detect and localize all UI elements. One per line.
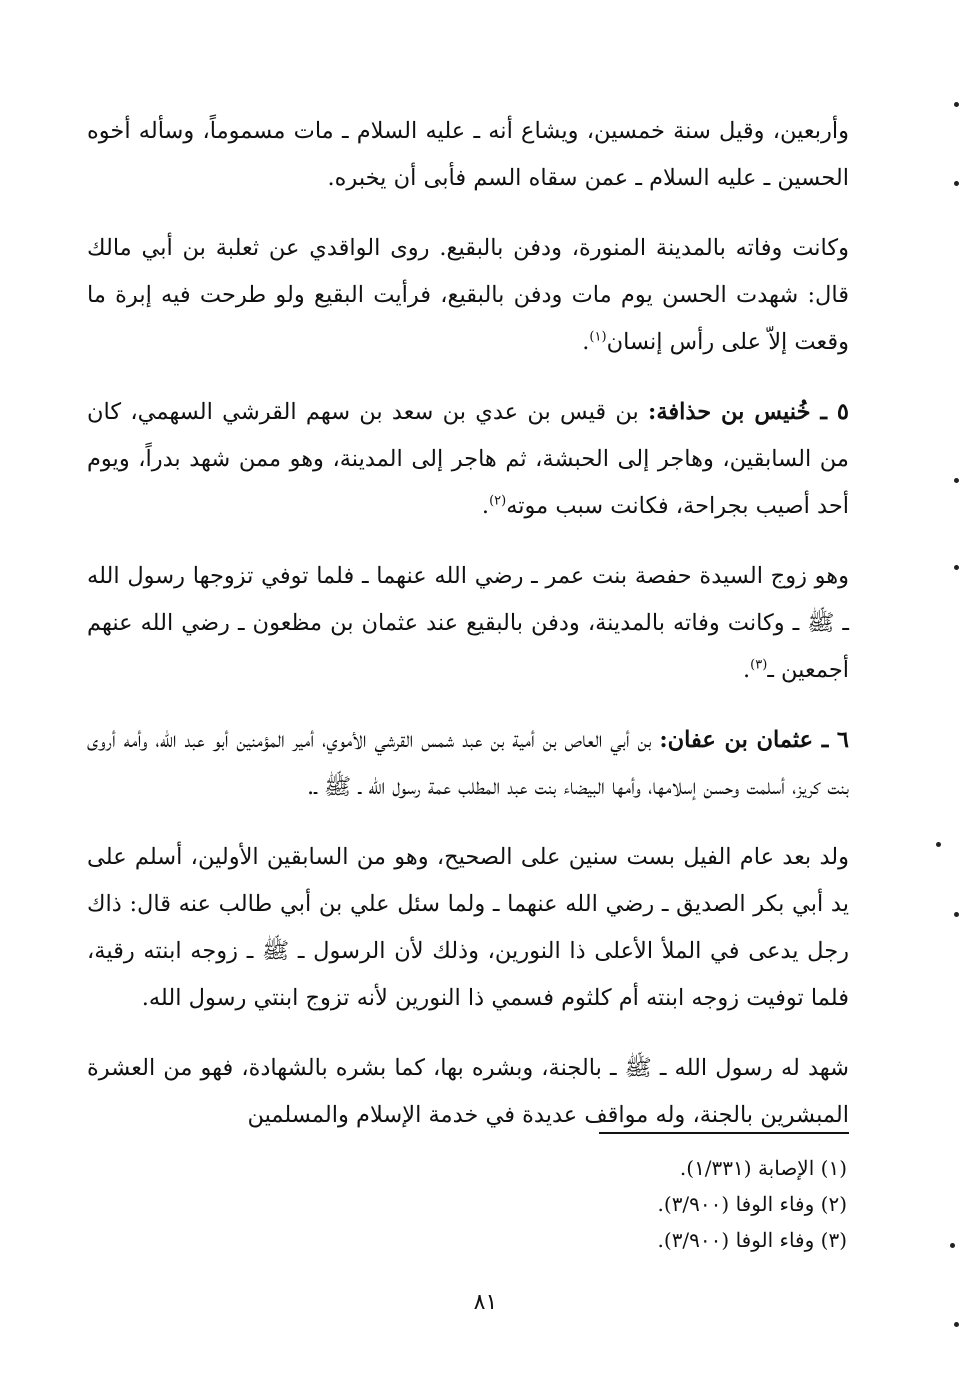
footnote-divider xyxy=(599,1132,849,1134)
margin-speck xyxy=(954,102,959,107)
paragraph-6-text: ولد بعد عام الفيل بست سنين على الصحيح، وهو من السابقين الأولين، أسلم على يد أبي بكر الصديق ـ رضي الله عنهما ـ ولما سئل علي بن أبي طالب عنه قال: ذاك رجل يدعى في الملأ الأعلى ذا النورين، وذلك لأن الرسول ـ ﷺ ـ زوجه ابنته رقية، فلما توفيت زوجه ابنته أم كلثوم فسمي ذا النورين لأنه تزوج ابنتي رسول الله. xyxy=(87,844,849,1011)
footnote-ref-2: (٢) xyxy=(489,493,507,509)
paragraph-3-text: بن قيس بن عدي بن سعد بن سهم القرشي السهمي، كان من السابقين، وهاجر إلى الحبشة، ثم هاجر إلى المدينة، وهو ممن شهد بدراً، ويوم أحد أصيب بجراحة، فكانت سبب موته xyxy=(87,399,849,519)
margin-speck xyxy=(936,842,941,847)
paragraph-6 xyxy=(87,834,849,1022)
margin-speck xyxy=(954,565,959,570)
paragraph-2-text: وكانت وفاته بالمدينة المنورة، ودفن بالبقيع. روى الواقدي عن ثعلبة بن أبي مالك قال: شهدت الحسن يوم مات ودفن بالبقيع، فرأيت البقيع ولو طرحت فيه إبرة ما وقعت إلاّ على رأس إنسان xyxy=(87,235,849,355)
footnotes xyxy=(447,1150,847,1258)
paragraph-3 xyxy=(87,389,849,530)
section-heading-5: ٥ ـ خُنيس بن حذافة: xyxy=(648,399,849,425)
margin-speck xyxy=(954,181,959,186)
paragraph-1 xyxy=(87,108,849,202)
margin-speck xyxy=(954,1322,959,1327)
paragraph-1-text: وأربعين، وقيل سنة خمسين، ويشاع أنه ـ عليه السلام ـ مات مسموماً، وسأله أخوه الحسين ـ عليه السلام ـ عمن سقاه السم فأبى أن يخبره. xyxy=(87,118,849,191)
footnote-3: (٣) وفاء الوفا (٣/٩٠٠). xyxy=(657,1228,847,1252)
paragraph-2-tail: . xyxy=(582,329,590,355)
paragraph-5-text: بن أبي العاص بن أمية بن عبد شمس القرشي الأموي، أمير المؤمنين أبو عبد الله، وأمه أروى بنت كريز، أسلمت وحسن إسلامها، وأمها البيضاء بنت عبد المطلب عمة رسول الله ـ ﷺ ـ. xyxy=(87,727,849,800)
paragraph-7-text: شهد له رسول الله ـ ﷺ ـ بالجنة، وبشره بها، كما بشره بالشهادة، فهو من العشرة المبشرين بالجنة، وله مواقف عديدة في خدمة الإسلام والمسلمين xyxy=(87,1055,849,1128)
page-body xyxy=(87,108,849,1162)
footnote-1: (١) الإصابة (١/٣٣١). xyxy=(679,1156,847,1180)
paragraph-2 xyxy=(87,225,849,366)
footnote-2: (٢) وفاء الوفا (٣/٩٠٠). xyxy=(657,1192,847,1216)
paragraph-7 xyxy=(87,1045,849,1139)
margin-speck xyxy=(950,1243,955,1248)
paragraph-3-tail: . xyxy=(481,493,490,519)
paragraph-4 xyxy=(87,553,849,694)
paragraph-4-text: وهو زوج السيدة حفصة بنت عمر ـ رضي الله عنهما ـ فلما توفي تزوجها رسول الله ـ ﷺ ـ وكانت وفاته بالمدينة، ودفن بالبقيع عند عثمان بن مظعون ـ رضي الله عنهم أجمعين ـ xyxy=(87,563,849,683)
page-number: ٨١ xyxy=(473,1290,498,1315)
paragraph-4-tail: . xyxy=(743,657,751,683)
paragraph-5 xyxy=(87,717,849,811)
margin-speck xyxy=(954,478,959,483)
footnote-ref-3: (٣) xyxy=(750,657,768,673)
section-heading-6: ٦ ـ عثمان بن عفان: xyxy=(659,727,849,753)
margin-speck xyxy=(954,912,959,917)
footnote-ref-1: (١) xyxy=(589,329,607,345)
